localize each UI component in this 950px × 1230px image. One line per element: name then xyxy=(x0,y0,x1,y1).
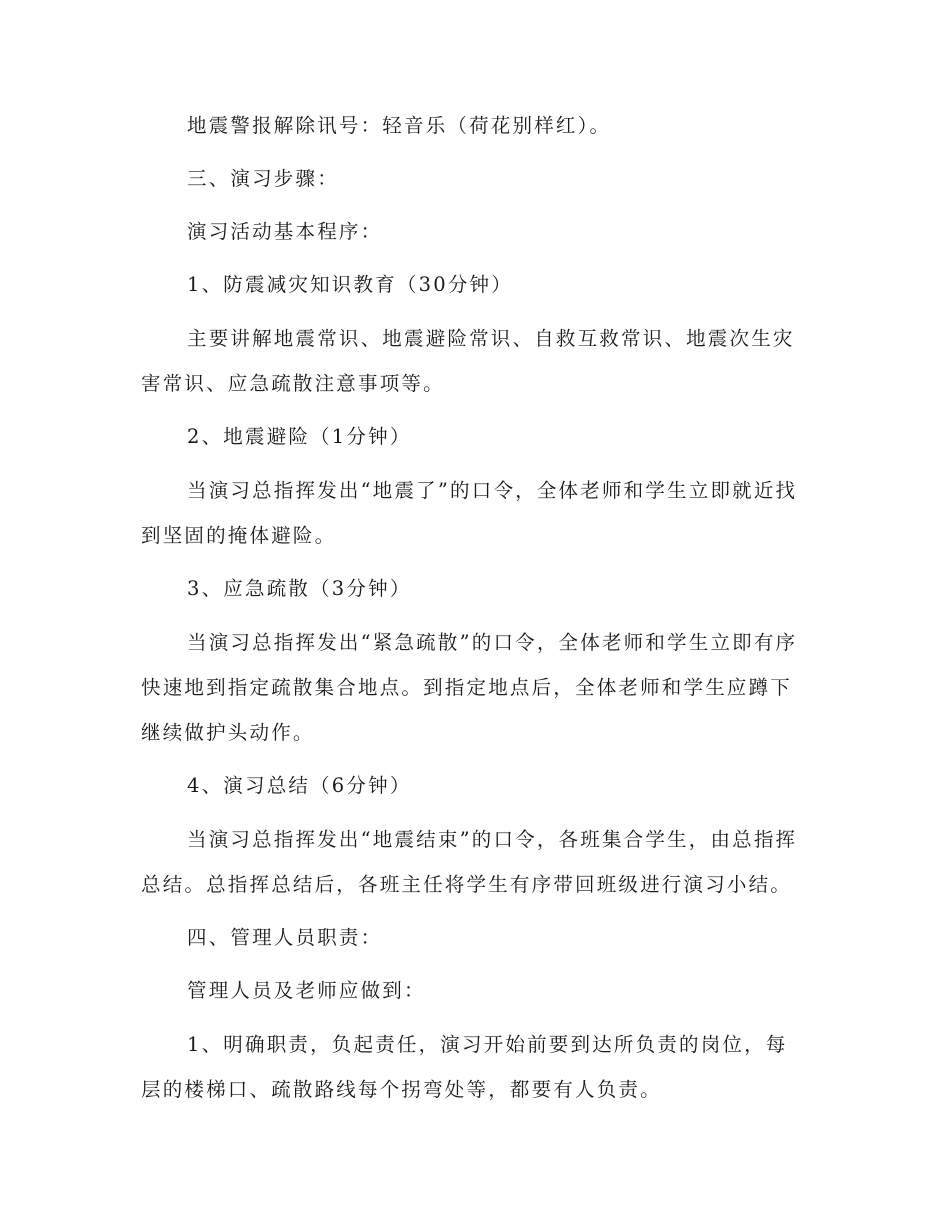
step-4-body: 当演习总指挥发出“地震结束”的口令，各班集合学生，由总指挥总结。总指挥总结后，各班主任将学生有序带回班级进行演习小结。 xyxy=(141,828,798,896)
paragraph-managers-should: 管理人员及老师应做到： xyxy=(187,979,426,1002)
step-3-heading: 3、应急疏散（3分钟） xyxy=(187,577,412,600)
step-4-heading: 4、演习总结（6分钟） xyxy=(187,774,412,797)
step-2-body: 当演习总指挥发出“地震了”的口令，全体老师和学生立即就近找到坚固的掩体避险。 xyxy=(141,479,798,547)
paragraph-basic-procedure: 演习活动基本程序： xyxy=(187,220,383,243)
heading-manager-duties: 四、管理人员职责： xyxy=(187,926,383,949)
document-body xyxy=(141,104,805,1121)
paragraph-alarm-release: 地震警报解除讯号：轻音乐（荷花别样红）。 xyxy=(187,114,612,137)
duty-1-body: 1、明确职责，负起责任，演习开始前要到达所负责的岗位，每层的楼梯口、疏散路线每个拐弯处等，都要有人负责。 xyxy=(141,1033,788,1101)
step-3-body: 当演习总指挥发出“紧急疏散”的口令，全体老师和学生立即有序快速地到指定疏散集合地点。到指定地点后，全体老师和学生应蹲下继续做护头动作。 xyxy=(141,631,798,744)
step-2-heading: 2、地震避险（1分钟） xyxy=(187,425,412,448)
heading-drill-steps: 三、演习步骤： xyxy=(187,167,339,190)
step-1-heading: 1、防震减灾知识教育（30分钟） xyxy=(187,273,513,296)
step-1-body: 主要讲解地震常识、地震避险常识、自救互救常识、地震次生灾害常识、应急疏散注意事项等。 xyxy=(141,327,795,395)
